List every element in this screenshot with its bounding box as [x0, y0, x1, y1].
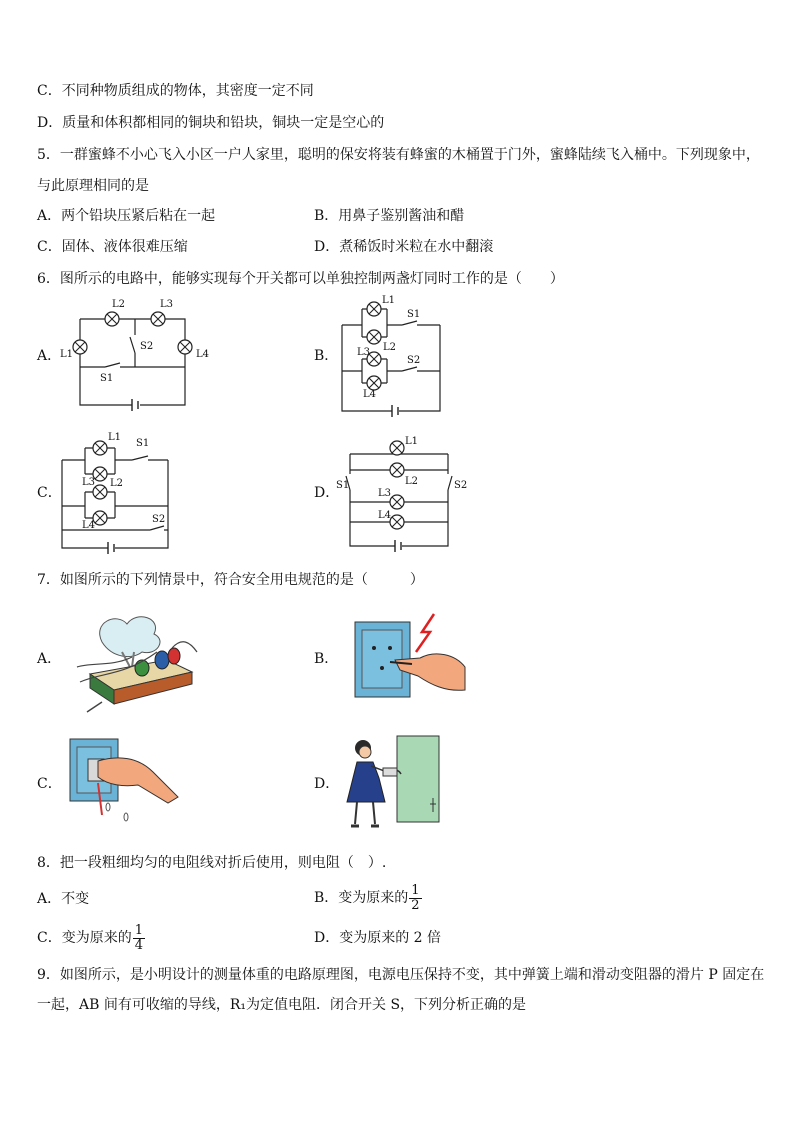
q6-circuit-a	[60, 295, 210, 415]
q8-option-d: D．变为原来的 2 倍	[314, 930, 442, 946]
q6-option-a-label: A．	[37, 348, 62, 364]
q6-circuit-b	[337, 295, 457, 415]
q6c-label-s1: S1	[136, 438, 150, 449]
q7-option-a-label: A．	[37, 651, 62, 667]
q6-option-d-label: D．	[314, 485, 340, 501]
q5-stem-line2: 与此原理相同的是	[37, 178, 149, 194]
q6b-label-l2: L2	[383, 342, 397, 353]
q4-option-d: D．质量和体积都相同的铜块和铅块，铜块一定是空心的	[37, 115, 385, 131]
q6d-label-l3: L3	[378, 488, 392, 499]
q7-stem: 7．如图所示的下列情景中，符合安全用电规范的是（ ）	[37, 572, 424, 588]
q7-option-b-label: B．	[314, 651, 339, 667]
q4-option-c: C．不同种物质组成的物体，其密度一定不同	[37, 83, 314, 99]
q5-stem-line1: 5．一群蜜蜂不小心飞入小区一户人家里，聪明的保安将装有蜂蜜的木桶置于门外，蜜蜂陆续飞入桶中。下列现象中，	[37, 147, 760, 163]
q6d-label-s2: S2	[454, 480, 468, 491]
q6d-label-l1: L1	[405, 436, 419, 447]
q6c-label-l3: L3	[82, 477, 96, 488]
q6d-label-s1: S1	[336, 480, 350, 491]
q8-option-c-denominator: 4	[134, 937, 143, 953]
q8-stem: 8．把一段粗细均匀的电阻线对折后使用，则电阻（ ）.	[37, 855, 387, 871]
q6c-label-l1: L1	[108, 432, 122, 443]
q6d-label-l2: L2	[405, 476, 419, 487]
q6-option-c-label: C．	[37, 485, 62, 501]
q6a-label-l3: L3	[160, 299, 174, 310]
q8-option-c-numerator: 1	[134, 922, 143, 938]
q8-option-b-denominator: 2	[411, 897, 420, 913]
q6-stem: 6．图所示的电路中，能够实现每个开关都可以单独控制两盏灯同时工作的是（ ）	[37, 271, 564, 287]
q6a-label-l4: L4	[196, 349, 210, 360]
q6c-label-l2: L2	[110, 478, 124, 489]
q6d-label-l4: L4	[378, 510, 392, 521]
q5-option-b: B．用鼻子鉴别酱油和醋	[314, 208, 465, 224]
q7-image-d-girl-with-appliance	[345, 732, 445, 832]
q5-option-d: D．煮稀饭时米粒在水中翻滚	[314, 239, 494, 255]
q6b-label-l1: L1	[382, 295, 396, 306]
q8-option-a: A．不变	[37, 891, 90, 907]
q8-option-b-fraction	[409, 884, 421, 913]
q8-option-c	[37, 920, 145, 956]
q6a-label-l1: L1	[60, 349, 74, 360]
q8-option-c-fraction	[133, 924, 145, 953]
q7-image-a-overloaded-power-strip	[72, 612, 197, 712]
q6a-label-s2: S2	[140, 341, 154, 352]
q6b-label-s2: S2	[407, 355, 421, 366]
q6-circuit-c	[60, 430, 180, 555]
q8-option-b-numerator: 1	[411, 882, 420, 898]
q8-option-b-text: B．变为原来的	[314, 890, 409, 906]
q6-circuit-d	[336, 430, 468, 555]
q7-option-d-label: D．	[314, 776, 340, 792]
q9-stem-line2: 一起，AB 间有可收缩的导线，R₁为定值电阻．闭合开关 S，下列分析正确的是	[37, 997, 527, 1013]
q6b-label-s1: S1	[407, 309, 421, 320]
q6b-label-l4: L4	[363, 389, 377, 400]
q7-image-c-wet-hand-plug	[68, 737, 183, 827]
q6c-label-s2: S2	[152, 514, 166, 525]
q6a-label-l2: L2	[112, 299, 126, 310]
q6-option-b-label: B．	[314, 348, 339, 364]
q5-option-a: A．两个铅块压紧后粘在一起	[37, 208, 216, 224]
q7-option-c-label: C．	[37, 776, 62, 792]
q6a-label-s1: S1	[100, 373, 114, 384]
q8-option-c-text: C．变为原来的	[37, 930, 132, 946]
q5-option-c: C．固体、液体很难压缩	[37, 239, 188, 255]
q7-image-b-poking-socket	[350, 612, 470, 700]
q6b-label-l3: L3	[357, 347, 371, 358]
q9-stem-line1: 9．如图所示，是小明设计的测量体重的电路原理图，电源电压保持不变，其中弹簧上端和滑动变阻器的滑片 P 固定在	[37, 967, 765, 983]
q6c-label-l4: L4	[82, 520, 96, 531]
q8-option-b	[314, 880, 422, 916]
